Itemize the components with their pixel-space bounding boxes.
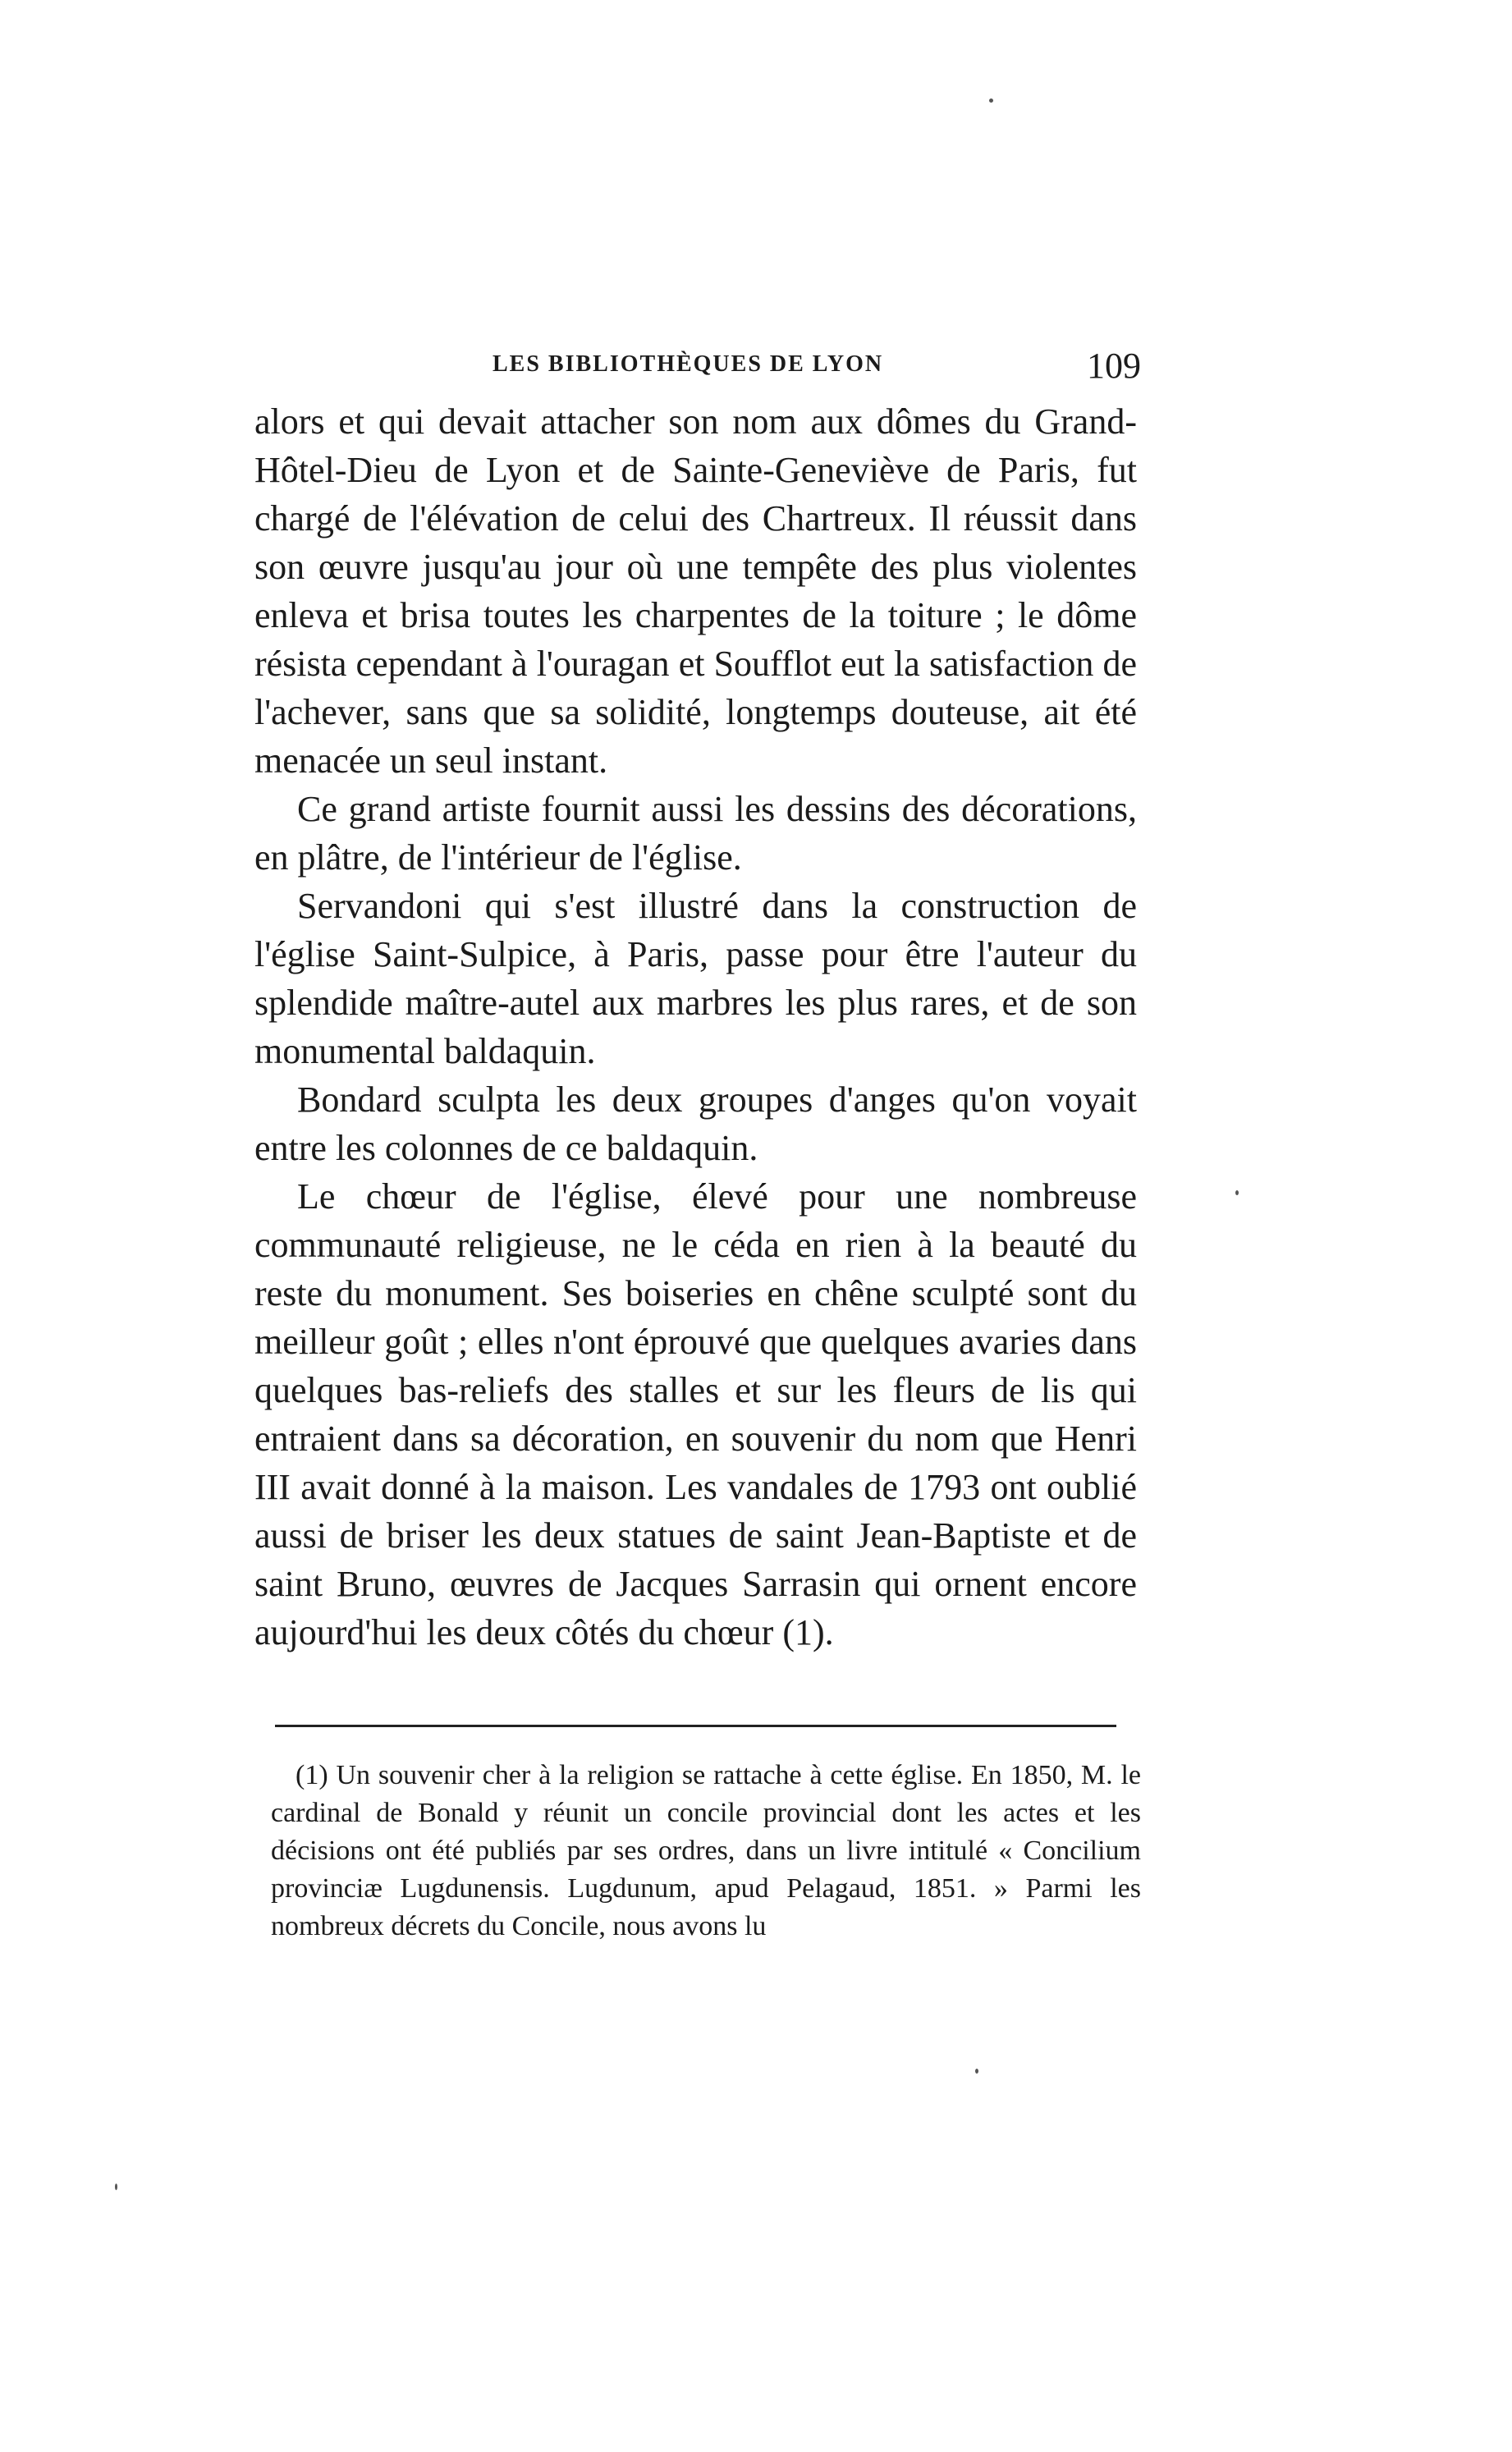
body-text [254, 397, 1137, 1657]
scan-speck [989, 99, 993, 103]
scan-speck [1235, 1190, 1239, 1195]
page-number: 109 [1087, 346, 1141, 386]
paragraph-decorations: Ce grand artiste fournit aussi les dessins des décorations, en plâtre, de l'intérieur de l'église. [254, 789, 1137, 878]
footnote: (1) Un souvenir cher à la religion se rattache à cette église. En 1850, M. le cardinal de Bonald y réunit un concile provincial dont les actes et les décisions ont été publiés par ses ordres, dans un livre intitulé « Concilium provinciæ Lugdunensis. Lugdunum, apud Pelagaud, 1851. » Parmi les nombreux décrets du Concile, nous avons lu [271, 1760, 1141, 1941]
paragraph-soufflot-dome: alors et qui devait attacher son nom aux dômes du Grand-Hôtel-Dieu de Lyon et de Sainte-Geneviève de Paris, fut chargé de l'élévation de celui des Chartreux. Il réussit dans son œuvre jusqu'au jour où une tempête des plus violentes enleva et brisa toutes les charpentes de la toiture ; le dôme résista cependant à l'ouragan et Soufflot eut la satisfaction de l'achever, sans que sa solidité, longtemps douteuse, ait été menacée un seul instant. [254, 401, 1137, 781]
paragraph-bondard: Bondard sculpta les deux groupes d'anges qu'on voyait entre les colonnes de ce baldaquin. [254, 1079, 1137, 1168]
footnote-rule [275, 1725, 1116, 1727]
paragraph-servandoni: Servandoni qui s'est illustré dans la construction de l'église Saint-Sulpice, à Paris, passe pour être l'auteur du splendide maître-autel aux marbres les plus rares, et de son monumental baldaquin. [254, 886, 1137, 1071]
running-head [246, 345, 1141, 394]
running-title: LES BIBLIOTHÈQUES DE LYON [493, 351, 884, 377]
paragraph-choir: Le chœur de l'église, élevé pour une nombreuse communauté religieuse, ne le céda en rien à la beauté du reste du monument. Ses boiseries en chêne sculpté sont du meilleur goût ; elles n'ont éprouvé que quelques avaries dans quelques bas-reliefs des stalles et sur les fleurs de lis qui entraient dans sa décoration, en souvenir du nom que Henri III avait donné à la maison. Les vandales de 1793 ont oublié aussi de briser les deux statues de saint Jean-Baptiste et de saint Bruno, œuvres de Jacques Sarrasin qui ornent encore aujourd'hui les deux côtés du chœur (1). [254, 1176, 1137, 1652]
scan-speck [115, 2184, 117, 2190]
scan-speck [975, 2069, 978, 2074]
